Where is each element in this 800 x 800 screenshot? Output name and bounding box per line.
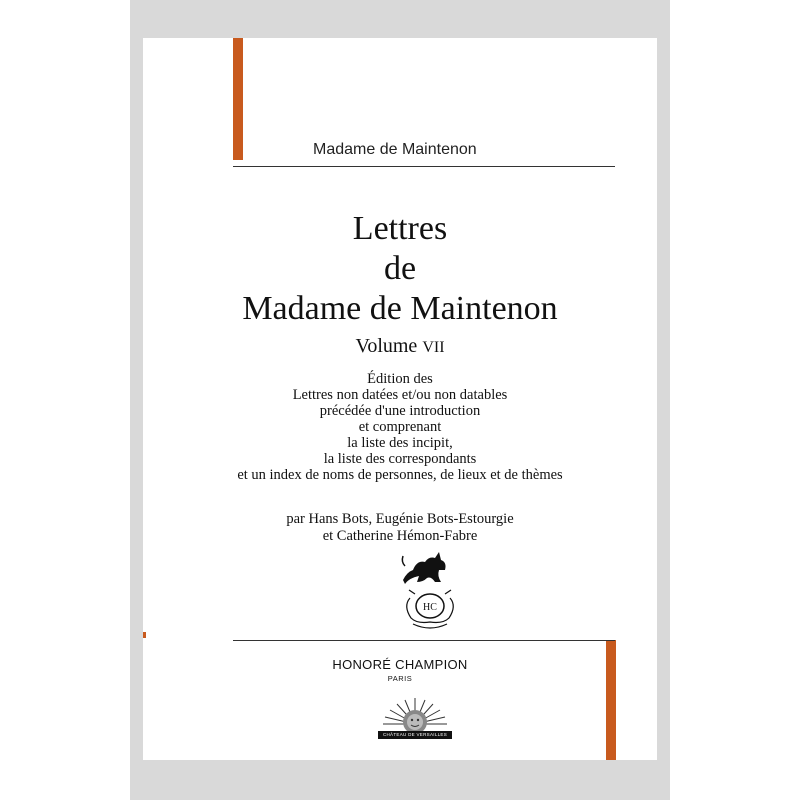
accent-bar-top [233, 38, 243, 160]
volume-word: Volume [355, 335, 418, 357]
description-line: Lettres non datées et/ou non datables [292, 387, 508, 403]
title-line-1: Lettres [352, 210, 448, 247]
editors-line: par Hans Bots, Eugénie Bots-Estourgie [286, 511, 514, 527]
divider-top [233, 166, 615, 167]
collection-badge: CHÂTEAU DE VERSAILLES [378, 731, 452, 739]
title-line-3: Madame de Maintenon [242, 290, 558, 327]
publisher-city: PARIS [387, 674, 413, 683]
description-line: précédée d'une introduction [319, 403, 481, 419]
volume-label [143, 335, 657, 358]
cover-author: Madame de Maintenon [313, 141, 477, 158]
description-line: la liste des correspondants [323, 451, 477, 467]
accent-nub [143, 632, 146, 638]
divider-bottom [233, 640, 615, 641]
description-line: la liste des incipit, [347, 435, 453, 451]
description-line: et comprenant [358, 419, 442, 435]
editors [143, 511, 657, 544]
description-line: Édition des [367, 371, 433, 387]
svg-text:HC: HC [423, 602, 437, 613]
publisher-name: HONORÉ CHAMPION [332, 657, 468, 672]
edition-description [143, 371, 657, 483]
volume-number: VII [422, 339, 445, 356]
description-line: et un index de noms de personnes, de lieux et de thèmes [237, 467, 563, 483]
horse-emblem-icon [395, 548, 465, 634]
title-line-2: de [383, 250, 417, 287]
editors-line: et Catherine Hémon-Fabre [322, 527, 478, 544]
